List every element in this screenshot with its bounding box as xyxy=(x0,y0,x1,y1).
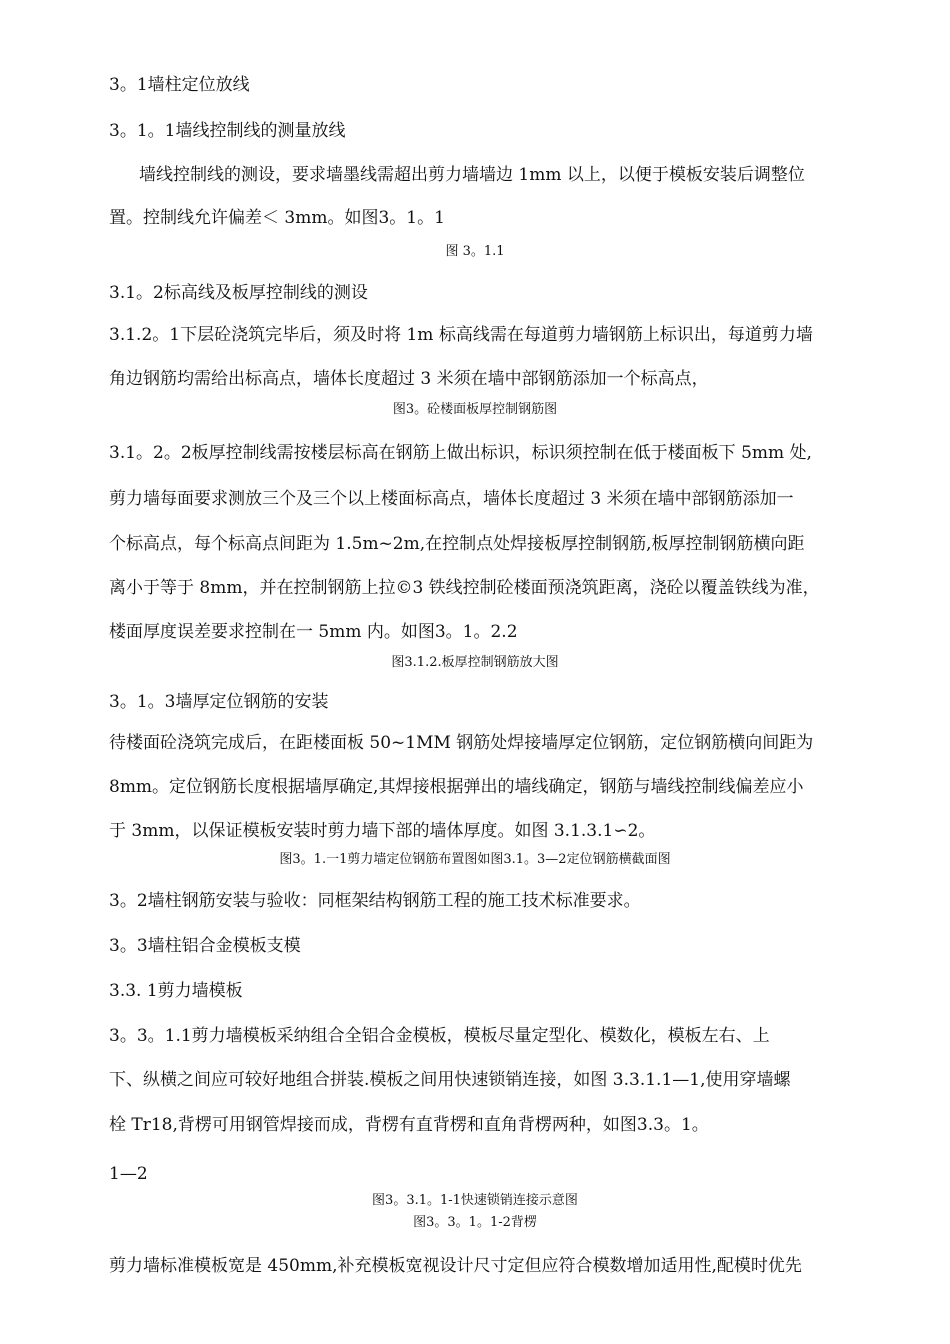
paragraph-line: 剪力墙标准模板宽是 450mm,补充模板宽视设计尺寸定但应符合模数增加适用性,配模时优先 xyxy=(109,1256,802,1276)
paragraph-line: 离小于等于 8mm，并在控制钢筋上拉©3 铁线控制砼楼面预浇筑距离，浇砼以覆盖铁线为准， xyxy=(109,578,820,598)
paragraph-line: 墙线控制线的测设，要求墙墨线需超出剪力墙墙边 1mm 以上，以便于模板安装后调整位 xyxy=(139,165,805,185)
subsection-heading: 3.1。2标高线及板厚控制线的测设 xyxy=(109,283,368,303)
subsection-heading: 3.3. 1剪力墙模板 xyxy=(109,981,243,1001)
figure-caption: 图3。3。1。1-2背楞 xyxy=(413,1215,537,1230)
paragraph-line: 剪力墙每面要求测放三个及三个以上楼面标高点，墙体长度超过 3 米须在墙中部钢筋添加一 xyxy=(109,489,794,509)
paragraph-line: 楼面厚度误差要求控制在一 5mm 内。如图3。1。2.2 xyxy=(109,622,518,642)
subsection-heading: 3。1。3墙厚定位钢筋的安装 xyxy=(109,692,329,712)
figure-caption: 图 3。1.1 xyxy=(445,244,505,259)
paragraph-line: 角边钢筋均需给出标高点，墙体长度超过 3 米须在墙中部钢筋添加一个标高点， xyxy=(109,369,709,389)
section-heading: 3。1墙柱定位放线 xyxy=(109,75,250,95)
paragraph-line: 8mm。定位钢筋长度根据墙厚确定,其焊接根据弹出的墙线确定，钢筋与墙线控制线偏差应小 xyxy=(109,777,804,797)
paragraph-line: 个标高点，每个标高点间距为 1.5m~2m,在控制点处焊接板厚控制钢筋,板厚控制钢筋横向距 xyxy=(109,534,805,554)
paragraph-line: 3.1。2。2板厚控制线需按楼层标高在钢筋上做出标识，标识须控制在低于楼面板下 5mm 处, xyxy=(109,443,812,463)
paragraph-line: 栓 Tr18,背楞可用钢管焊接而成，背楞有直背楞和直角背楞两种，如图3.3。1。 xyxy=(109,1115,709,1135)
subsection-heading: 3。1。1墙线控制线的测量放线 xyxy=(109,121,346,141)
figure-caption: 图3.1.2.板厚控制钢筋放大图 xyxy=(391,655,559,670)
figure-caption: 图3。3.1。1-1快速锁销连接示意图 xyxy=(372,1193,578,1208)
paragraph-line: 3。3。1.1剪力墙模板采纳组合全铝合金模板，模板尽量定型化、模数化，模板左右、上 xyxy=(109,1026,770,1046)
paragraph-line: 置。控制线允许偏差＜ 3mm。如图3。1。1 xyxy=(109,208,445,228)
figure-caption: 图3。砼楼面板厚控制钢筋图 xyxy=(392,402,558,417)
section-heading: 3。2墙柱钢筋安装与验收：同框架结构钢筋工程的施工技术标准要求。 xyxy=(109,891,641,911)
paragraph-line: 待楼面砼浇筑完成后，在距楼面板 50~1MM 钢筋处焊接墙厚定位钢筋，定位钢筋横向间距为 xyxy=(109,733,814,753)
section-heading: 3。3墙柱铝合金模板支模 xyxy=(109,936,301,956)
paragraph-line: 下、纵横之间应可较好地组合拼装.模板之间用快速锁销连接，如图 3.3.1.1—1,使用穿墙螺 xyxy=(109,1070,791,1090)
paragraph-line: 3.1.2。1下层砼浇筑完毕后，须及时将 1m 标高线需在每道剪力墙钢筋上标识出，每道剪力墙 xyxy=(109,325,813,345)
figure-caption: 图3。1.一1剪力墙定位钢筋布置图如图3.1。3—2定位钢筋横截面图 xyxy=(279,852,671,867)
paragraph-line: 1—2 xyxy=(109,1164,148,1184)
paragraph-line: 于 3mm，以保证模板安装时剪力墙下部的墙体厚度。如图 3.1.3.1∽2。 xyxy=(109,821,656,841)
